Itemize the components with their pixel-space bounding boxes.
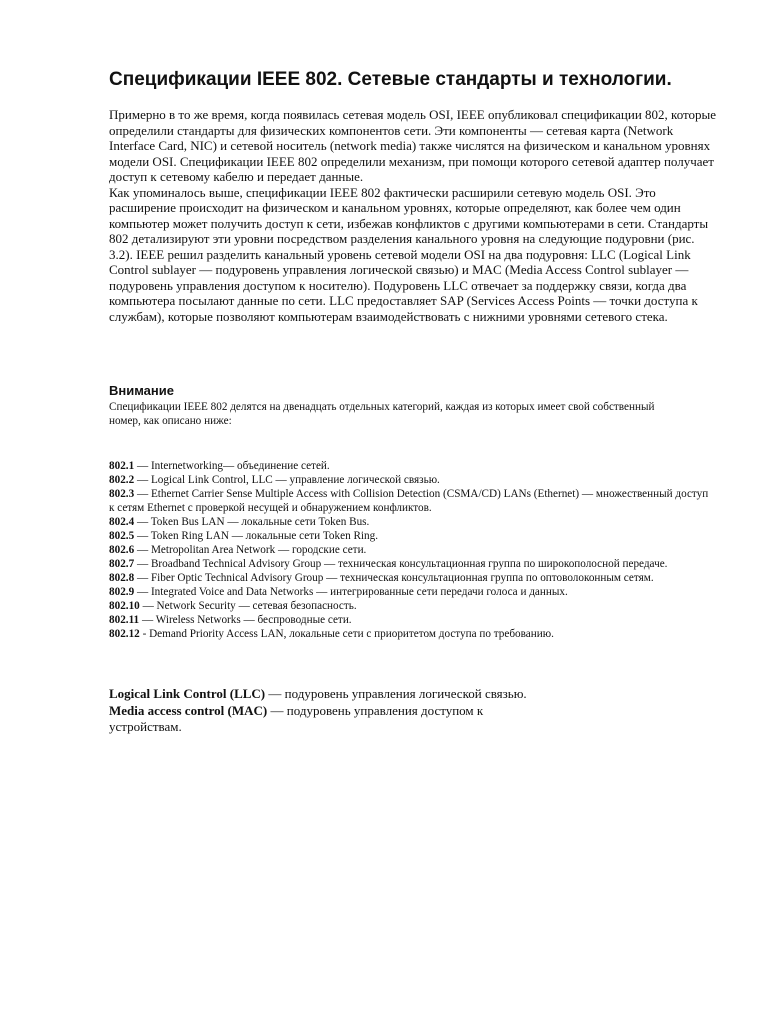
spec-desc: — Token Ring LAN — локальные сети Token Ring. bbox=[134, 530, 379, 542]
spec-desc: — Ethernet Carrier Sense Multiple Access with Collision Detection (CSMA/CD) LANs (Ethernet) — множественный доступ к сетям Ethernet с проверкой несущей и обнаружением конфликтов. bbox=[109, 488, 709, 514]
term-definition bbox=[109, 686, 529, 703]
spec-item bbox=[109, 487, 709, 515]
spec-code: 802.11 bbox=[109, 614, 140, 626]
spec-item bbox=[109, 529, 709, 543]
spec-code: 802.7 bbox=[109, 558, 135, 570]
spec-code: 802.3 bbox=[109, 488, 135, 500]
spec-desc: — Metropolitan Area Network — городские сети. bbox=[134, 544, 367, 556]
term-definition bbox=[109, 703, 529, 736]
notice-heading: Внимание bbox=[109, 383, 174, 398]
term-desc: — подуровень управления доступом к устройствам. bbox=[109, 702, 484, 734]
spec-desc: — Logical Link Control, LLC — управление логической связью. bbox=[134, 474, 440, 486]
spec-code: 802.12 bbox=[109, 628, 140, 640]
spec-desc: — Fiber Optic Technical Advisory Group — техническая консультационная группа по оптоволоконным сетям. bbox=[134, 572, 654, 584]
spec-desc: - Demand Priority Access LAN, локальные сети с приоритетом доступа по требованию. bbox=[139, 628, 554, 640]
spec-desc: — Internetworking— объединение сетей. bbox=[134, 460, 330, 472]
spec-list bbox=[109, 459, 709, 641]
spec-code: 802.1 bbox=[109, 460, 135, 472]
spec-item bbox=[109, 571, 709, 585]
spec-code: 802.8 bbox=[109, 572, 135, 584]
spec-code: 802.4 bbox=[109, 516, 135, 528]
spec-item bbox=[109, 473, 709, 487]
document-title: Спецификации IEEE 802. Сетевые стандарты и технологии. bbox=[109, 69, 672, 90]
spec-item bbox=[109, 627, 709, 641]
spec-item bbox=[109, 557, 709, 571]
terms-section bbox=[109, 686, 529, 736]
spec-item bbox=[109, 599, 709, 613]
spec-desc: — Broadband Technical Advisory Group — техническая консультационная группа по широкополосной передаче. bbox=[134, 558, 668, 570]
term-name: Logical Link Control (LLC) bbox=[109, 686, 266, 701]
spec-code: 802.2 bbox=[109, 474, 135, 486]
spec-item bbox=[109, 613, 709, 627]
spec-code: 802.5 bbox=[109, 530, 135, 542]
spec-item bbox=[109, 515, 709, 529]
spec-code: 802.6 bbox=[109, 544, 135, 556]
spec-code: 802.9 bbox=[109, 586, 135, 598]
intro-paragraph: Примерно в то же время, когда появилась сетевая модель OSI, IEEE опубликовал спецификации 802, которые определили стандарты для физических компонентов сети. Эти компоненты — сетевая карта (Network Interface Card, NIC) и сетевой носитель (network media) также числятся на физическом и канальном уровнях модели OSI. Спецификации IEEE 802 определили механизм, при помощи которого сетевой адаптер получает доступ к сетевому кабелю и передает данные. bbox=[109, 107, 717, 184]
intro-section bbox=[109, 107, 719, 324]
spec-desc: — Wireless Networks — беспроводные сети. bbox=[139, 614, 352, 626]
spec-desc: — Token Bus LAN — локальные сети Token Bus. bbox=[134, 516, 370, 528]
spec-desc: — Network Security — сетевая безопасность. bbox=[139, 600, 357, 612]
spec-code: 802.10 bbox=[109, 600, 140, 612]
spec-item bbox=[109, 585, 709, 599]
spec-item bbox=[109, 543, 709, 557]
spec-desc: — Integrated Voice and Data Networks — интегрированные сети передачи голоса и данных. bbox=[134, 586, 568, 598]
term-name: Media access control (MAC) bbox=[109, 702, 268, 718]
term-desc: — подуровень управления логической связью. bbox=[265, 686, 527, 701]
intro-paragraph: Как упоминалось выше, спецификации IEEE 802 фактически расширили сетевую модель OSI. Это расширение происходит на физическом и канальном уровнях, которые определяют, как более чем один компьютер может получить доступ к сети, избежав конфликтов с другими компьютерами в сети. Стандарты 802 детализируют эти уровни посредством разделения канального уровня на следующие подуровни (рис. 3.2). IEEE решил разделить канальный уровень сетевой модели OSI на два подуровня: LLC (Logical Link Control sublayer — подуровень управления логической связью) и MAC (Media Access Control sublayer — подуровень управления доступом к носителю). Подуровень LLC отвечает за поддержку связи, когда два компьютера посылают данные по сети. LLC предоставляет SAP (Services Access Points — точки доступа к службам), которые позволяют компьютерам взаимодействовать с нижними уровнями сетевого стека. bbox=[109, 184, 709, 324]
notice-text: Спецификации IEEE 802 делятся на двенадцать отдельных категорий, каждая из которых имеет свой собственный номер, как описано ниже: bbox=[109, 401, 655, 427]
spec-item bbox=[109, 459, 709, 473]
